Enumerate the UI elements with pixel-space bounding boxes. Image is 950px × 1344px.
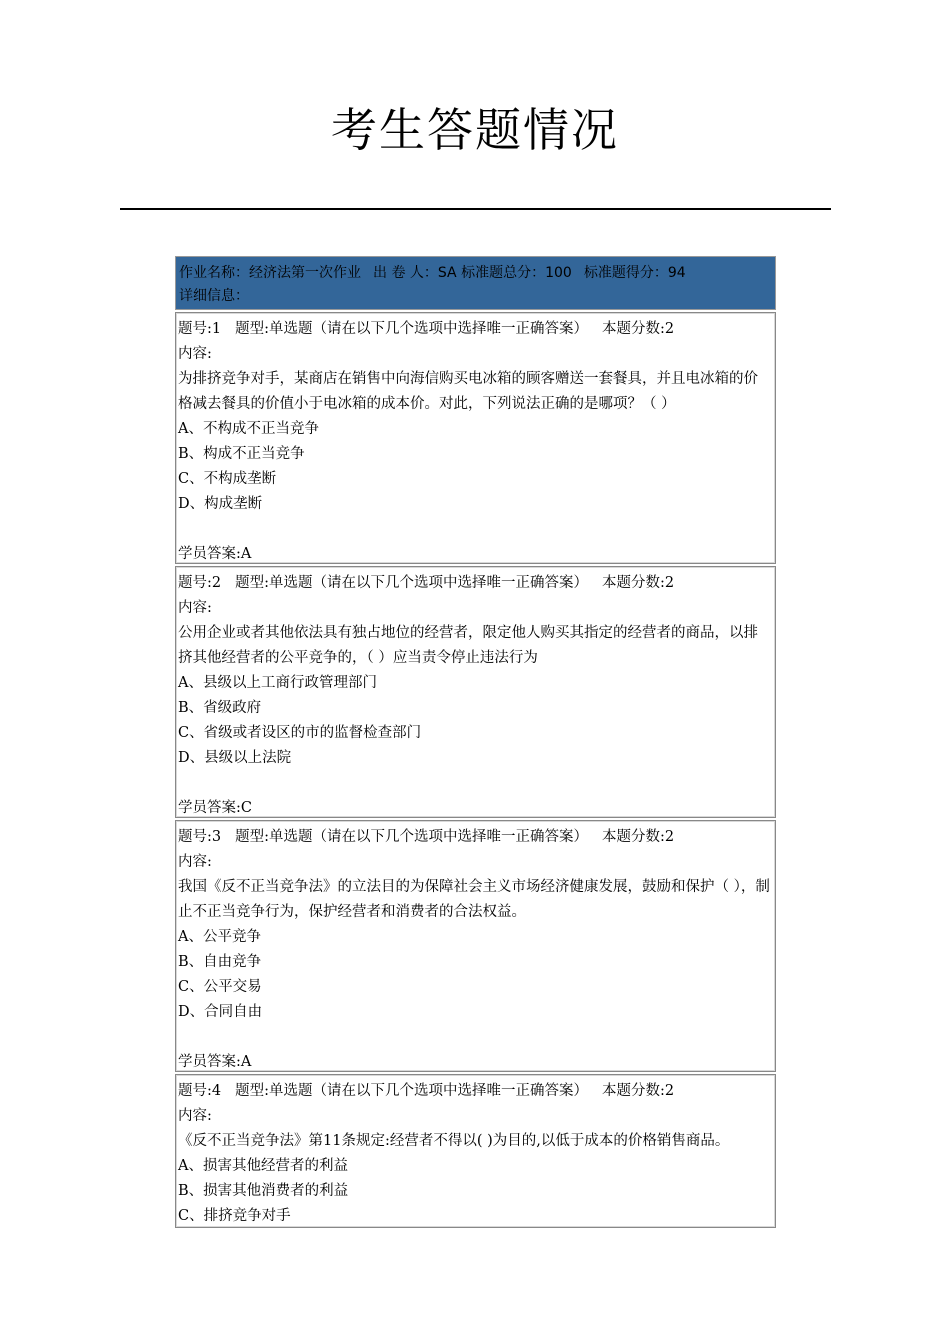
summary-header [175, 256, 776, 310]
question-type: 题型:单选题（请在以下几个选项中选择唯一正确答案） [235, 575, 589, 591]
student-answer: 学员答案:A [178, 546, 252, 562]
question-block-2 [175, 566, 776, 818]
content-label: 内容: [178, 854, 212, 870]
question-number: 题号:2 [178, 575, 222, 591]
question-meta [178, 317, 772, 342]
question-points: 本题分数:2 [602, 575, 675, 591]
option-a: A、损害其他经营者的利益 [178, 1158, 348, 1174]
option-b: B、省级政府 [178, 700, 262, 716]
option-c: C、排挤竞争对手 [178, 1208, 291, 1224]
option-b: B、损害其他消费者的利益 [178, 1183, 349, 1199]
option-c: C、省级或者设区的市的监督检查部门 [178, 725, 422, 741]
student-answer: 学员答案:A [178, 1054, 252, 1070]
question-stem: 为排挤竞争对手，某商店在销售中向海信购买电冰箱的顾客赠送一套餐具，并且电冰箱的价格减去餐具的价值小于电冰箱的成本价。对此，下列说法正确的是哪项？（ ） [178, 371, 758, 412]
total-score-value: 100 [545, 265, 572, 281]
assignment-name: 经济法第一次作业 [249, 265, 361, 281]
page-title: 考生答题情况 [331, 103, 619, 157]
question-type: 题型:单选题（请在以下几个选项中选择唯一正确答案） [235, 1083, 589, 1099]
question-stem: 《反不正当竞争法》第11条规定:经营者不得以( )为目的,以低于成本的价格销售商品。 [178, 1133, 730, 1149]
total-score-label: 标准题总分： [461, 265, 546, 281]
summary-row [179, 262, 772, 285]
question-points: 本题分数:2 [602, 1083, 675, 1099]
question-type: 题型:单选题（请在以下几个选项中选择唯一正确答案） [235, 321, 589, 337]
student-answer: 学员答案:C [178, 800, 252, 816]
assignment-label: 作业名称： [179, 265, 249, 281]
question-meta [178, 825, 772, 850]
question-number: 题号:3 [178, 829, 222, 845]
option-d: D、构成垄断 [178, 496, 263, 512]
score-label: 标准题得分： [583, 265, 668, 281]
question-points: 本题分数:2 [602, 321, 675, 337]
question-type: 题型:单选题（请在以下几个选项中选择唯一正确答案） [235, 829, 589, 845]
question-block-3 [175, 820, 776, 1072]
question-stem: 公用企业或者其他依法具有独占地位的经营者，限定他人购买其指定的经营者的商品，以排挤其他经营者的公平竞争的，（ ）应当责令停止违法行为 [178, 625, 758, 666]
option-d: D、县级以上法院 [178, 750, 292, 766]
answer-sheet [175, 256, 776, 1228]
option-a: A、县级以上工商行政管理部门 [178, 675, 377, 691]
author-label: 出 卷 人： [373, 265, 438, 281]
content-label: 内容: [178, 600, 212, 616]
option-a: A、不构成不正当竞争 [178, 421, 319, 437]
question-points: 本题分数:2 [602, 829, 675, 845]
author-value: SA [437, 265, 457, 281]
option-c: C、公平交易 [178, 979, 262, 995]
detail-label: 详细信息： [179, 288, 249, 304]
score-value: 94 [667, 265, 686, 281]
question-number: 题号:1 [178, 321, 222, 337]
option-b: B、自由竞争 [178, 954, 262, 970]
content-label: 内容: [178, 346, 212, 362]
question-block-1 [175, 312, 776, 564]
question-number: 题号:4 [178, 1083, 222, 1099]
option-a: A、公平竞争 [178, 929, 261, 945]
question-stem: 我国《反不正当竞争法》的立法目的为保障社会主义市场经济健康发展，鼓励和保护（ ），制止不正当竞争行为，保护经营者和消费者的合法权益。 [178, 879, 770, 920]
option-d: D、合同自由 [178, 1004, 263, 1020]
option-b: B、构成不正当竞争 [178, 446, 305, 462]
question-meta [178, 1079, 772, 1104]
option-c: C、不构成垄断 [178, 471, 277, 487]
content-label: 内容: [178, 1108, 212, 1124]
question-meta [178, 571, 772, 596]
question-block-4 [175, 1074, 776, 1228]
title-divider [120, 208, 831, 210]
